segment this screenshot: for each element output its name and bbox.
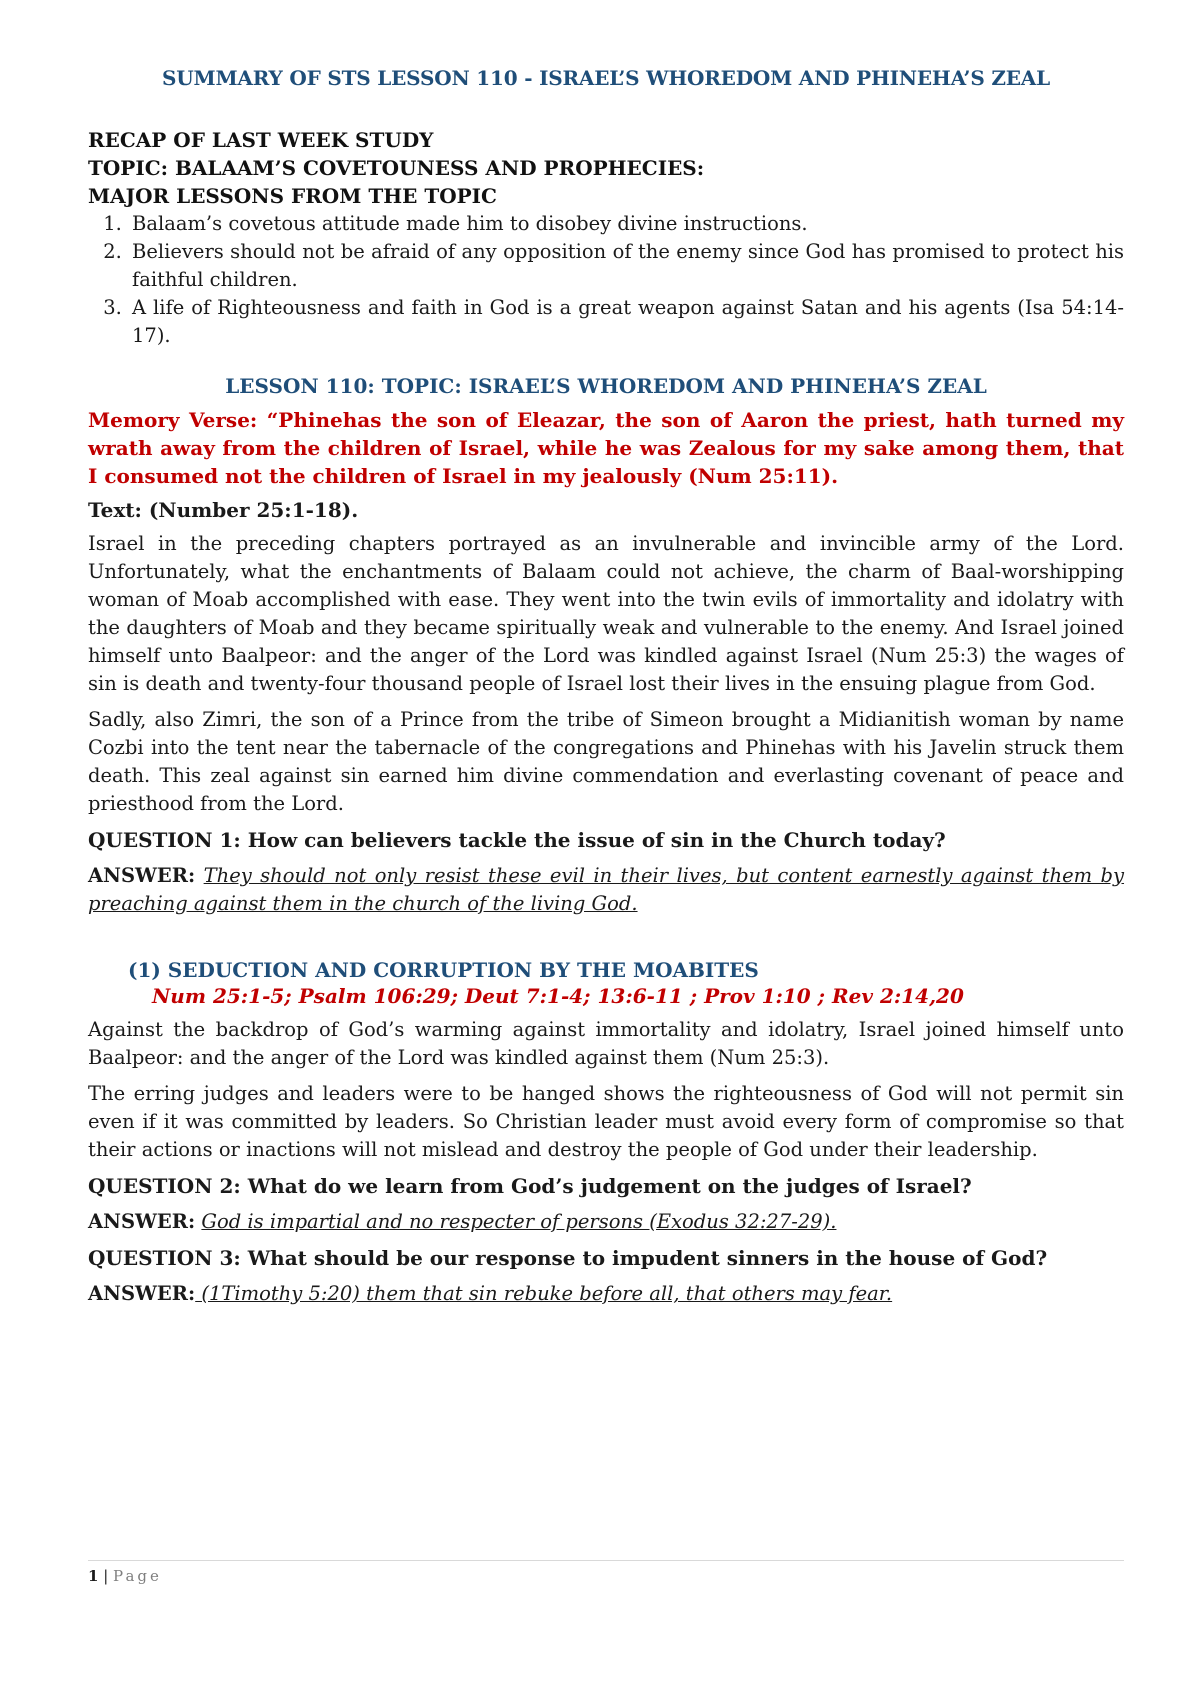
list-item: 2. Believers should not be afraid of any opposition of the enemy since God has promised to protect his faithful children. bbox=[128, 238, 1124, 294]
answer-label: ANSWER: bbox=[88, 864, 196, 887]
section-1-heading: (1) SEDUCTION AND CORRUPTION BY THE MOABITES bbox=[128, 958, 759, 982]
body-paragraph: The erring judges and leaders were to be hanged shows the righteousness of God will not permit sin even if it was committed by leaders. So Christian leader must avoid every form of compromise so that their actions or inactions will not mislead and destroy the people of God under their leadership. bbox=[88, 1082, 1124, 1161]
document-page bbox=[88, 66, 1124, 1316]
list-item: 1. Balaam’s covetous attitude made him to disobey divine instructions. bbox=[128, 210, 1124, 238]
answer-text: God is impartial and no respecter of persons (Exodus 32:27-29). bbox=[201, 1210, 837, 1233]
memory-verse: Memory Verse: “Phinehas the son of Eleazar, the son of Aaron the priest, hath turned my wrath away from the children of Israel, while he was Zealous for my sake among them, that I consumed not the children of Israel in my jealously (Num 25:11). bbox=[88, 408, 1124, 488]
page-word: Page bbox=[113, 1567, 162, 1585]
text-reference: Text: (Number 25:1-18). bbox=[88, 498, 359, 522]
answer-3 bbox=[88, 1280, 1124, 1308]
document-title: SUMMARY OF STS LESSON 110 - ISRAEL’S WHOREDOM AND PHINEHA’S ZEAL bbox=[162, 66, 1050, 90]
section-1-references: Num 25:1-5; Psalm 106:29; Deut 7:1-4; 13:6-11 ; Prov 1:10 ; Rev 2:14,20 bbox=[152, 984, 964, 1008]
recap-lessons-list bbox=[88, 210, 1124, 350]
page-footer bbox=[88, 1560, 1124, 1585]
question-2: QUESTION 2: What do we learn from God’s judgement on the judges of Israel? bbox=[88, 1174, 972, 1198]
recap-heading: RECAP OF LAST WEEK STUDY bbox=[88, 128, 434, 152]
recap-major-lessons: MAJOR LESSONS FROM THE TOPIC bbox=[88, 184, 497, 208]
footer-separator: | bbox=[98, 1567, 114, 1585]
lesson-title: LESSON 110: TOPIC: ISRAEL’S WHOREDOM AND PHINEHA’S ZEAL bbox=[225, 374, 987, 398]
answer-2 bbox=[88, 1208, 1124, 1236]
question-1: QUESTION 1: How can believers tackle the issue of sin in the Church today? bbox=[88, 828, 946, 852]
answer-text: (1Timothy 5:20) them that sin rebuke before all, that others may fear. bbox=[195, 1282, 893, 1305]
answer-label: ANSWER: bbox=[88, 1282, 196, 1305]
page-number: 1 bbox=[88, 1567, 99, 1585]
answer-label: ANSWER: bbox=[88, 1210, 196, 1233]
list-item: 3. A life of Righteousness and faith in God is a great weapon against Satan and his agents (Isa 54:14-17). bbox=[128, 294, 1124, 350]
recap-topic: TOPIC: BALAAM’S COVETOUNESS AND PROPHECIES: bbox=[88, 156, 705, 180]
answer-text: They should not only resist these evil in their lives, but content earnestly against them by preaching against them in the church of the living God. bbox=[88, 864, 1125, 915]
question-3: QUESTION 3: What should be our response to impudent sinners in the house of God? bbox=[88, 1246, 1048, 1270]
body-paragraph: Israel in the preceding chapters portrayed as an invulnerable and invincible army of the Lord. Unfortunately, what the enchantments of Balaam could not achieve, the charm of Baal-worshipping woman of Moab accomplished with ease. They went into the twin evils of immortality and idolatry with the daughters of Moab and they became spiritually weak and vulnerable to the enemy. And Israel joined himself unto Baalpeor: and the anger of the Lord was kindled against Israel (Num 25:3) the wages of sin is death and twenty-four thousand people of Israel lost their lives in the ensuing plague from God. bbox=[88, 532, 1124, 695]
body-paragraph: Sadly, also Zimri, the son of a Prince from the tribe of Simeon brought a Midianitish woman by name Cozbi into the tent near the tabernacle of the congregations and Phinehas with his Javelin struck them death. This zeal against sin earned him divine commendation and everlasting covenant of peace and priesthood from the Lord. bbox=[88, 708, 1124, 815]
body-paragraph: Against the backdrop of God’s warming against immortality and idolatry, Israel joined himself unto Baalpeor: and the anger of the Lord was kindled against them (Num 25:3). bbox=[88, 1018, 1124, 1069]
answer-1 bbox=[88, 862, 1124, 918]
